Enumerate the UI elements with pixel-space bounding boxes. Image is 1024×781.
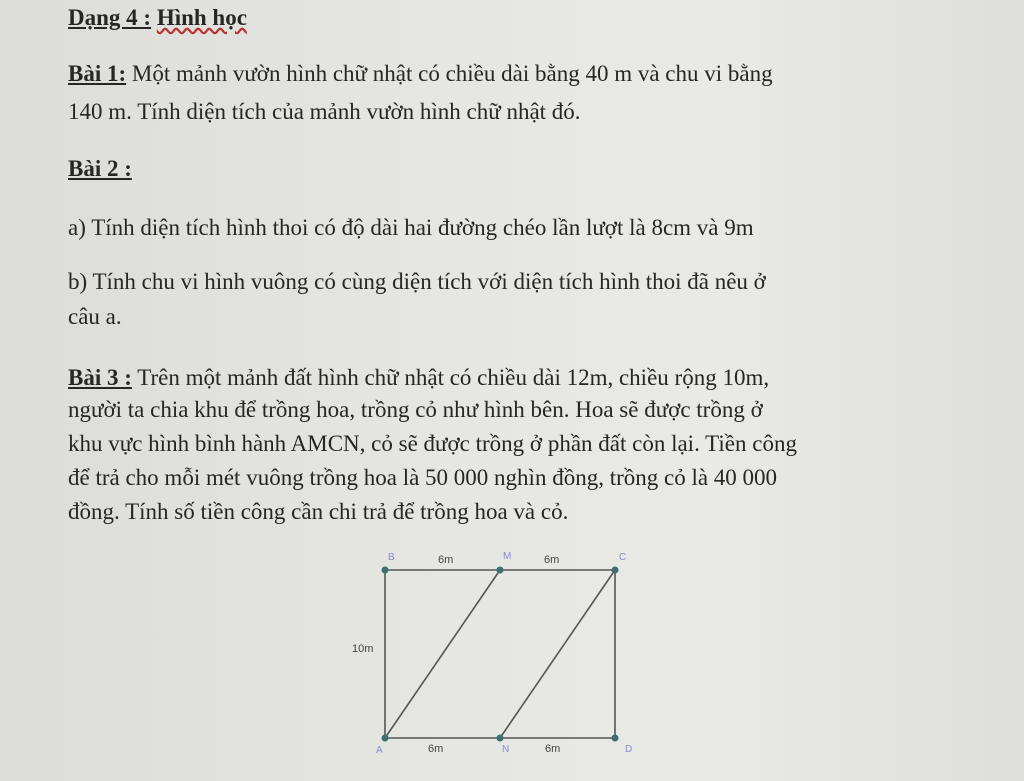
bai3-label: Bài 3 : (68, 365, 132, 390)
bai3-line-5: đồng. Tính số tiền công cần chi trả để trồng hoa và cỏ. (68, 499, 569, 524)
label-mc-length: 6m (544, 554, 560, 566)
bai1-text-1: Một mảnh vườn hình chữ nhật có chiều dài bằng 40 m và chu vi bằng (126, 61, 773, 86)
point-n-dot (497, 735, 504, 742)
bai3-line-2: người ta chia khu để trồng hoa, trồng cỏ như hình bên. Hoa sẽ được trồng ở (68, 397, 763, 422)
bai2-heading (68, 155, 132, 183)
point-b-dot (382, 567, 389, 574)
bai1-line-1 (68, 60, 773, 88)
point-m-label: M (503, 551, 512, 562)
bai3-text-1: Trên một mảnh đất hình chữ nhật có chiều dài 12m, chiều rộng 10m, (131, 365, 770, 390)
bai2-part-b-line-2: câu a. (68, 304, 122, 329)
label-an-length: 6m (428, 743, 444, 755)
segment-nc (500, 570, 615, 738)
geometry-figure (340, 540, 660, 770)
label-bm-length: 6m (438, 554, 454, 566)
bai3-line-4: để trả cho mỗi mét vuông trồng hoa là 50 000 nghìn đồng, trồng cỏ là 40 000 (68, 465, 778, 490)
label-ab-length: 10m (352, 643, 374, 655)
point-b-label: B (388, 552, 395, 563)
bai2-part-a: a) Tính diện tích hình thoi có độ dài hai đường chéo lần lượt là 8cm và 9m (68, 215, 754, 240)
label-nd-length: 6m (545, 743, 561, 755)
point-n-label: N (502, 744, 510, 755)
point-a-label: A (376, 745, 383, 756)
bai2-part-b-line-1: b) Tính chu vi hình vuông có cùng diện tích với diện tích hình thoi đã nêu ở (68, 269, 766, 294)
heading-title: Hình học (156, 5, 247, 30)
bai1-line-2: 140 m. Tính diện tích của mảnh vườn hình chữ nhật đó. (68, 99, 581, 124)
figure-svg (340, 540, 660, 770)
point-d-dot (612, 735, 619, 742)
section-heading (68, 4, 247, 32)
point-c-dot (612, 567, 619, 574)
point-c-label: C (619, 552, 627, 563)
heading-prefix: Dạng 4 : (68, 5, 152, 30)
bai3-line-1 (68, 364, 769, 392)
bai3-line-3: khu vực hình bình hành AMCN, cỏ sẽ được trồng ở phần đất còn lại. Tiền công (68, 431, 797, 456)
point-m-dot (497, 567, 504, 574)
point-a-dot (382, 735, 389, 742)
segment-am (385, 570, 500, 738)
point-d-label: D (625, 744, 633, 755)
bai2-label: Bài 2 : (68, 156, 132, 181)
bai1-label: Bài 1: (68, 61, 127, 86)
